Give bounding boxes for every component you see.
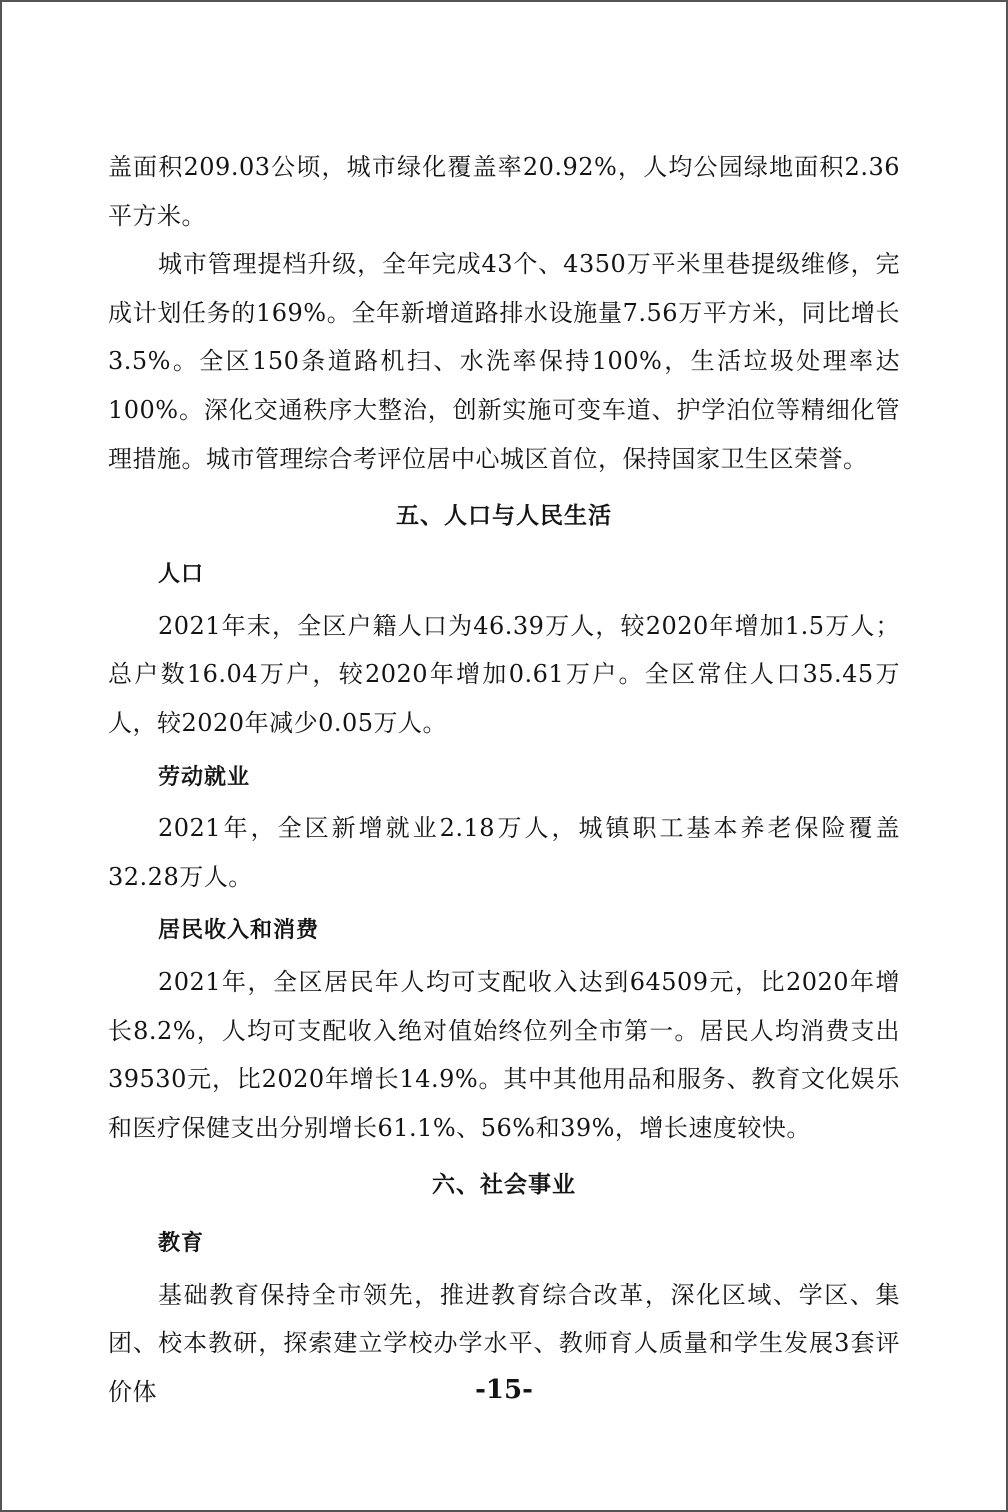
paragraph-income-consumption: 2021年，全区居民年人均可支配收入达到64509元，比2020年增长8.2%，人均可支配收入绝对值始终位列全市第一。居民人均消费支出39530元，比2020年增长14.9%。其中其他用品和服务、教育文化娱乐和医疗保健支出分别增长61.1%、56%和39%，增长速度较快。 bbox=[108, 967, 900, 1142]
paragraph-employment: 2021年，全区新增就业2.18万人，城镇职工基本养老保险覆盖32.28万人。 bbox=[108, 814, 900, 891]
subheading-income-consumption: 居民收入和消费 bbox=[158, 918, 320, 944]
paragraph-education: 基础教育保持全市领先，推进教育综合改革，深化区域、学区、集团、校本教研，探索建立学校办学水平、教师育人质量和学生发展3套评价体 bbox=[108, 1280, 900, 1407]
subheading-education: 教育 bbox=[158, 1231, 205, 1257]
section-title-population-life: 五、人口与人民生活 bbox=[396, 503, 612, 530]
section-title-social-affairs: 六、社会事业 bbox=[432, 1172, 576, 1199]
document-body bbox=[108, 143, 900, 1417]
page-number: -15- bbox=[475, 1375, 533, 1405]
paragraph-city-management: 城市管理提档升级，全年完成43个、4350万平米里巷提级维修，完成计划任务的169%。全年新增道路排水设施量7.56万平方米，同比增长3.5%。全区150条道路机扫、水洗率保持100%，生活垃圾处理率达100%。深化交通秩序大整治，创新实施可变车道、护学泊位等精细化管理措施。城市管理综合考评位居中心城区首位，保持国家卫生区荣誉。 bbox=[108, 250, 900, 473]
subheading-population: 人口 bbox=[158, 562, 205, 588]
subheading-employment: 劳动就业 bbox=[158, 764, 251, 790]
paragraph-population: 2021年末，全区户籍人口为46.39万人，较2020年增加1.5万人；总户数16.04万户，较2020年增加0.61万户。全区常住人口35.45万人，较2020年减少0.05万人。 bbox=[108, 611, 900, 737]
paragraph-greening: 盖面积209.03公顷，城市绿化覆盖率20.92%，人均公园绿地面积2.36平方米。 bbox=[108, 153, 900, 230]
